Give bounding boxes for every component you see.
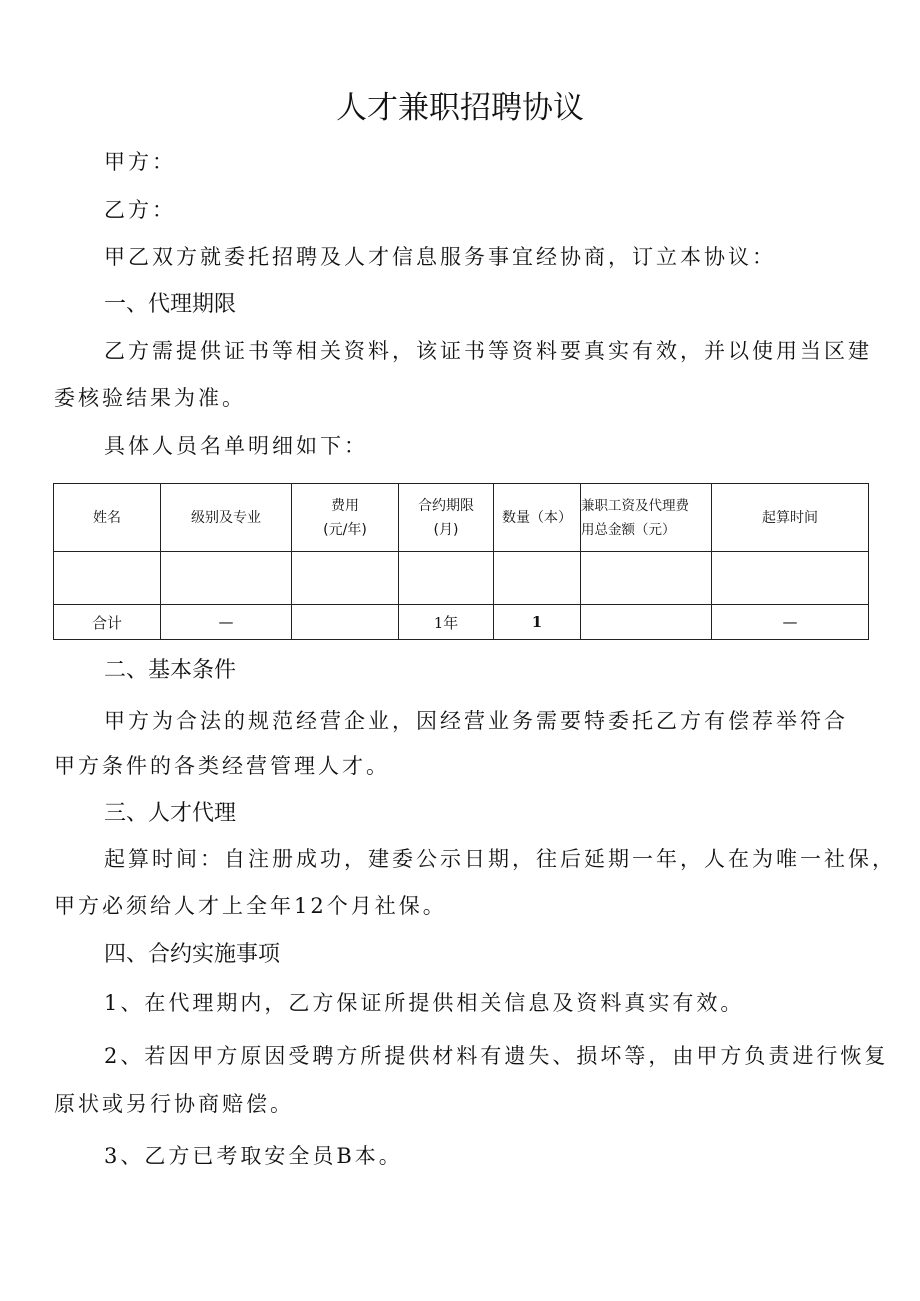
section-4-item-2-line-1: 2、若因甲方原因受聘方所提供材料有遗失、损坏等，由甲方负责进行恢复	[104, 1044, 889, 1068]
header-total-line-2: 用总金额（元）	[581, 521, 676, 538]
table-cell	[292, 552, 399, 605]
party-b-label: 乙方：	[104, 198, 176, 222]
personnel-table	[53, 483, 869, 640]
header-term	[399, 484, 494, 552]
total-amount	[581, 605, 712, 640]
table-cell	[494, 552, 581, 605]
total-term: 1年	[399, 605, 494, 640]
header-quantity: 数量（本）	[494, 484, 581, 552]
section-1-heading: 一、代理期限	[104, 292, 237, 317]
table-row	[54, 552, 869, 605]
section-2-line-1: 甲方为合法的规范经营企业，因经营业务需要特委托乙方有偿荐举符合	[104, 709, 848, 733]
intro-paragraph: 甲乙双方就委托招聘及人才信息服务事宜经协商，订立本协议：	[104, 245, 776, 269]
section-4-item-3: 3、乙方已考取安全员B本。	[104, 1144, 403, 1168]
header-term-line-2: (月)	[433, 521, 459, 538]
section-1-line-2: 委核验结果为准。	[54, 386, 246, 410]
header-fee	[292, 484, 399, 552]
table-cell	[399, 552, 494, 605]
table-total-row	[54, 605, 869, 640]
section-4-heading: 四、合约实施事项	[104, 942, 281, 967]
party-a-label: 甲方：	[104, 150, 176, 174]
section-2-heading: 二、基本条件	[104, 658, 237, 683]
header-total-amount	[581, 484, 712, 552]
document-title: 人才兼职招聘协议	[336, 90, 584, 126]
section-4-item-1: 1、在代理期内，乙方保证所提供相关信息及资料真实有效。	[104, 991, 745, 1015]
total-start-time: —	[712, 605, 869, 640]
table-cell	[712, 552, 869, 605]
header-start-time: 起算时间	[712, 484, 869, 552]
table-header-row	[54, 484, 869, 552]
total-fee	[292, 605, 399, 640]
section-3-heading: 三、人才代理	[104, 801, 237, 826]
section-2-line-2: 甲方条件的各类经营管理人才。	[54, 754, 390, 778]
section-1-line-3: 具体人员名单明细如下：	[104, 434, 368, 458]
header-total-line-1: 兼职工资及代理费	[581, 497, 689, 514]
header-level: 级别及专业	[161, 484, 292, 552]
section-3-line-1: 起算时间：自注册成功，建委公示日期，往后延期一年，人在为唯一社保，	[104, 847, 896, 871]
total-level: —	[161, 605, 292, 640]
header-fee-line-1: 费用	[331, 497, 359, 514]
section-3-line-2: 甲方必须给人才上全年12个月社保。	[54, 894, 447, 918]
total-quantity: 1	[494, 605, 581, 640]
table-cell	[161, 552, 292, 605]
header-name: 姓名	[54, 484, 161, 552]
header-term-line-1: 合约期限	[418, 497, 474, 514]
section-4-item-2-line-2: 原状或另行协商赔偿。	[54, 1092, 294, 1116]
total-label: 合计	[54, 605, 161, 640]
table-cell	[581, 552, 712, 605]
section-1-line-1: 乙方需提供证书等相关资料，该证书等资料要真实有效，并以使用当区建	[104, 339, 872, 363]
header-fee-line-2: (元/年)	[323, 521, 367, 538]
table-cell	[54, 552, 161, 605]
